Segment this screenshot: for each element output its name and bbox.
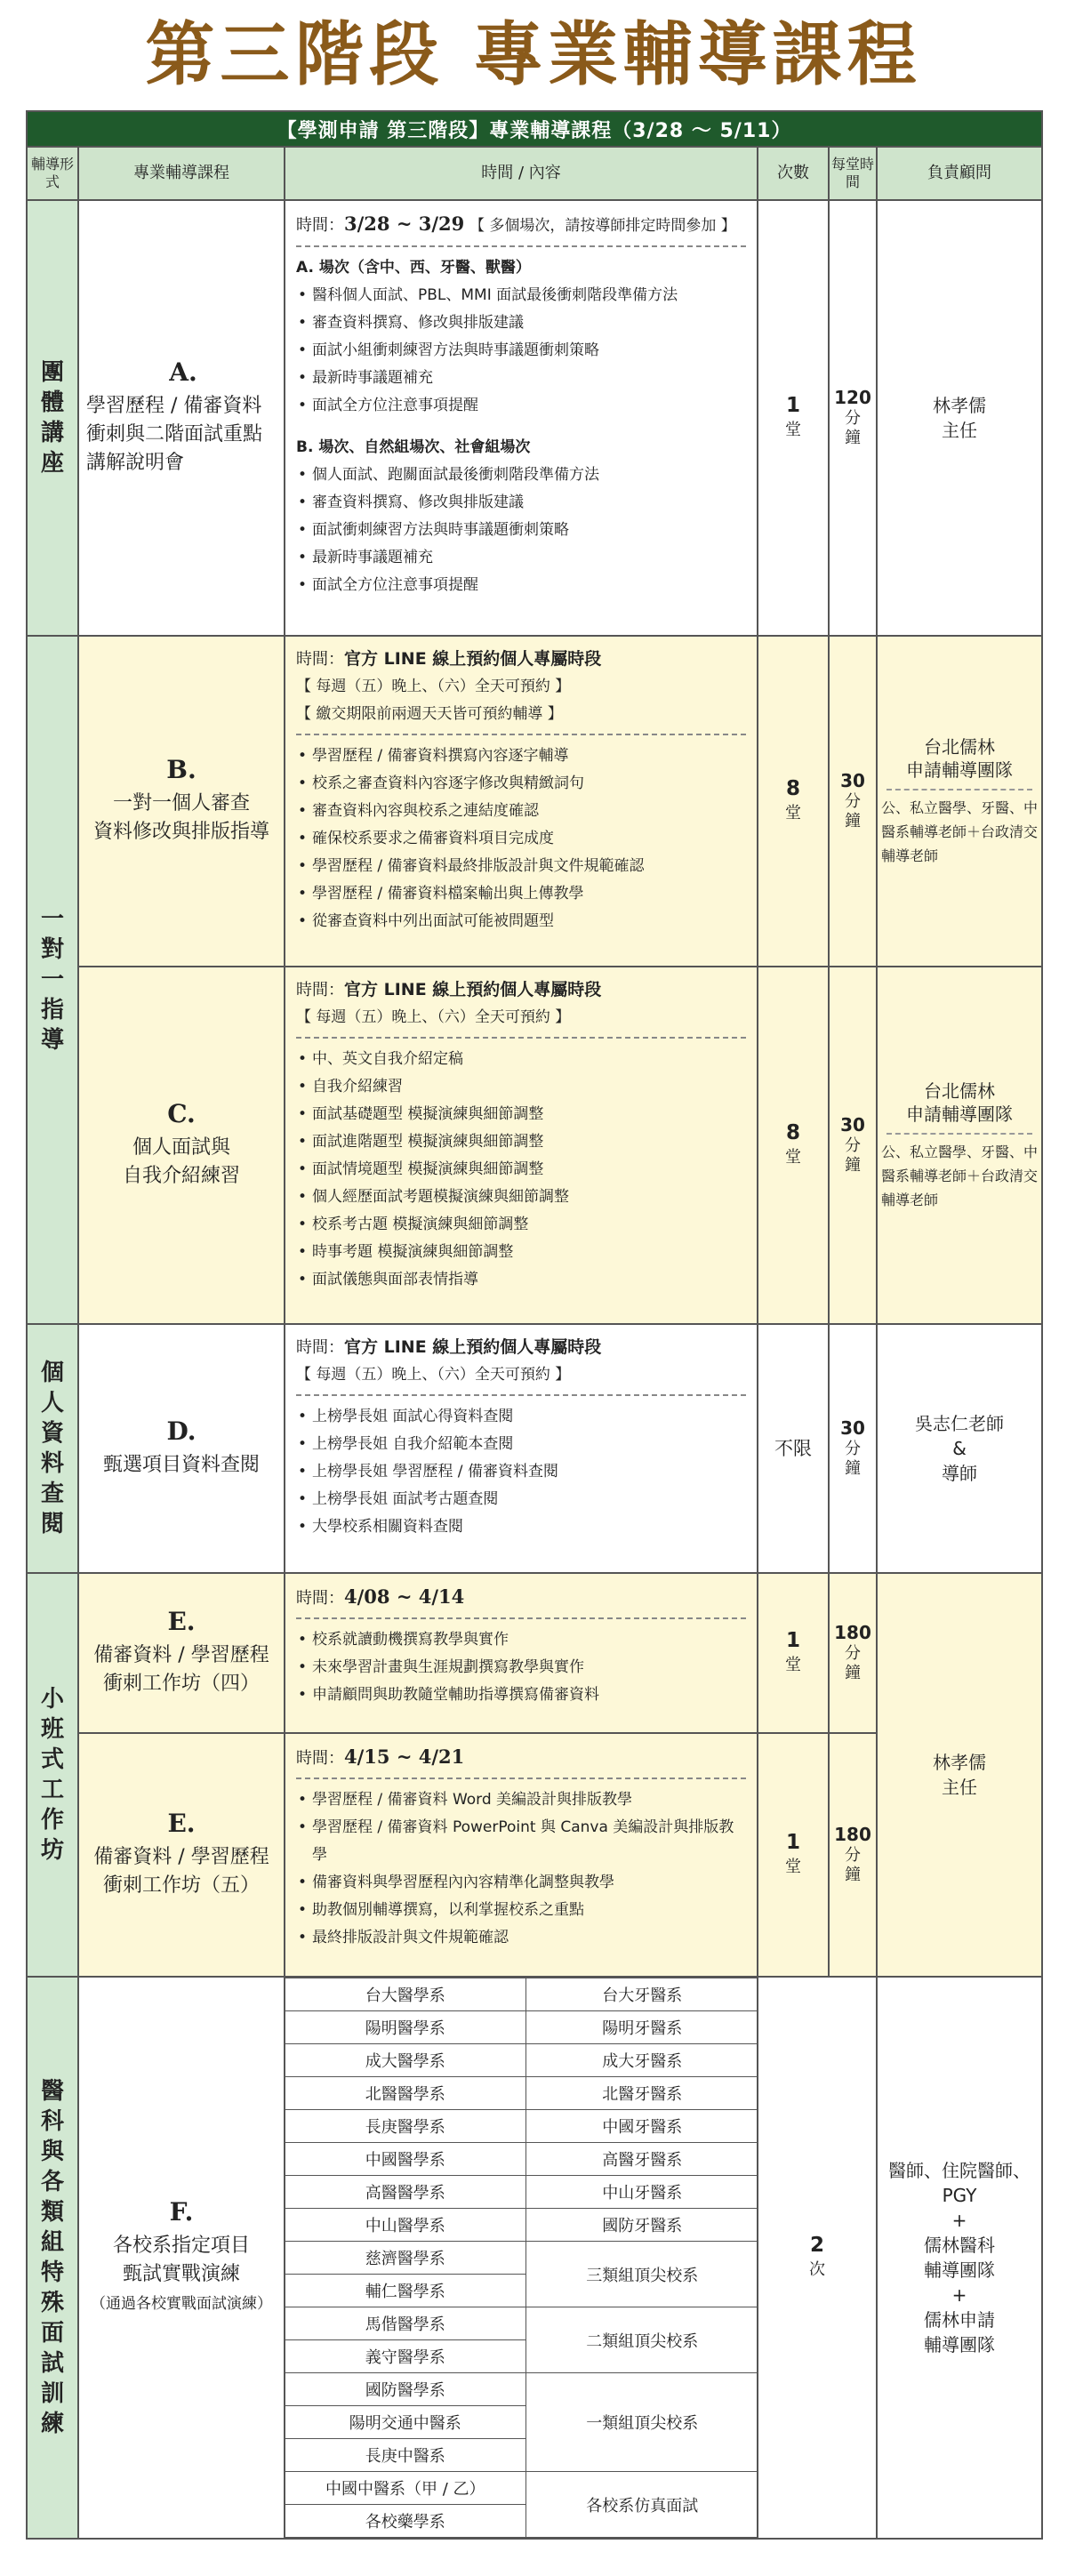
content-c-time: 時間：官方 LINE 線上預約個人專屬時段 <box>296 980 602 999</box>
school-left: 成大醫學系 <box>285 2044 525 2077</box>
list-item: • 面試基礎題型 模擬演練與細節調整 <box>296 1101 746 1128</box>
list-item: • 最新時事議題補充 <box>296 544 746 572</box>
list-item: • 審查資料撰寫、修改與排版建議 <box>296 309 746 337</box>
list-item: • 學習歷程 / 備審資料 Word 美編設計與排版教學 <box>296 1786 746 1814</box>
course-e1-letter: E. <box>167 1607 196 1636</box>
course-c-letter: C. <box>167 1099 196 1128</box>
duration-e1: 180 分 鐘 <box>829 1573 877 1733</box>
list-item: • 面試進階題型 模擬演練與細節調整 <box>296 1128 746 1156</box>
duration-a: 120 分 鐘 <box>829 200 877 636</box>
course-e2-letter: E. <box>167 1809 196 1838</box>
course-a-title: 學習歷程 / 備審資料衝刺與二階面試重點講解說明會 <box>86 395 263 474</box>
list-item: • 上榜學長姐 學習歷程 / 備審資料查閱 <box>296 1458 746 1486</box>
content-e2-list <box>296 1786 746 1952</box>
count-a: 1 堂 <box>758 200 829 636</box>
list-item: • 面試全方位注意事項提醒 <box>296 572 746 599</box>
school-left: 中山醫學系 <box>285 2209 525 2242</box>
divider <box>296 1394 746 1396</box>
course-a <box>78 200 285 636</box>
school-left: 馬偕醫學系 <box>285 2307 525 2340</box>
content-c-list <box>296 1046 746 1294</box>
list-item: • 個人經歷面試考題模擬演練與細節調整 <box>296 1184 746 1211</box>
schools-table <box>285 1978 758 2538</box>
course-d-letter: D. <box>166 1416 197 1446</box>
content-b-note1: 【 每週（五）晚上、（六）全天可預約 】 <box>296 678 571 695</box>
school-left: 慈濟醫學系 <box>285 2242 525 2275</box>
page-title: 第三階段 專業輔導課程 <box>145 14 922 95</box>
list-item: • 最新時事議題補充 <box>296 365 746 392</box>
content-a-section-a-title: A. 場次（含中、西、牙醫、獸醫） <box>296 259 531 277</box>
course-f: F. 各校系指定項目 甄試實戰演練 （通過各校實戰面試演練） <box>78 1977 285 2539</box>
list-item: • 學習歷程 / 備審資料檔案輸出與上傳教學 <box>296 880 746 908</box>
table-row <box>285 2472 758 2505</box>
count-d: 不限 <box>758 1324 829 1573</box>
list-item: • 上榜學長姐 自我介紹範本查閱 <box>296 1431 746 1458</box>
school-left: 中國醫學系 <box>285 2143 525 2176</box>
list-item: • 面試衝刺練習方法與時事議題衝刺策略 <box>296 517 746 544</box>
form-one-on-one <box>27 636 78 1324</box>
list-item: • 大學校系相關資料查閱 <box>296 1513 746 1541</box>
content-d-list <box>296 1403 746 1541</box>
row-e1 <box>27 1573 1042 1733</box>
divider <box>296 245 746 247</box>
content-a-section-b-title: B. 場次、自然組場次、社會組場次 <box>296 438 531 456</box>
advisor-d: 吳志仁老師 & 導師 <box>877 1324 1042 1573</box>
course-a-letter: A. <box>169 357 197 387</box>
header-duration: 每堂時間 <box>829 147 877 200</box>
advisor-f-line: + <box>951 2210 967 2231</box>
header-row <box>27 147 1042 200</box>
form-group-lecture <box>27 200 78 636</box>
list-item: • 學習歷程 / 備審資料撰寫內容逐字輔導 <box>296 742 746 770</box>
schools-grid <box>285 1977 758 2539</box>
row-a <box>27 200 1042 636</box>
list-item: • 校系就讀動機撰寫教學與實作 <box>296 1626 746 1654</box>
table-caption: 【學測申請 第三階段】專業輔導課程（3/28 ～ 5/11） <box>27 111 1042 147</box>
list-item: • 確保校系要求之備審資料項目完成度 <box>296 825 746 853</box>
table-row <box>285 2143 758 2176</box>
content-e2-time: 時間：4/15 ~ 4/21 <box>296 1745 465 1768</box>
duration-c: 30 分 鐘 <box>829 967 877 1324</box>
advisor-a: 林孝儒 主任 <box>877 200 1042 636</box>
list-item: • 面試全方位注意事項提醒 <box>296 392 746 420</box>
school-right: 中國牙醫系 <box>525 2110 758 2143</box>
list-item: • 學習歷程 / 備審資料 PowerPoint 與 Canva 美編設計與排版教學 <box>296 1814 746 1869</box>
advisor-b: 台北儒林 申請輔導團隊 公、私立醫學、牙醫、中醫系輔導老師＋台政清交輔導老師 <box>877 636 1042 967</box>
content-e1-time: 時間：4/08 ~ 4/14 <box>296 1585 465 1608</box>
content-d-time: 時間：官方 LINE 線上預約個人專屬時段 <box>296 1337 602 1357</box>
list-item: • 自我介紹練習 <box>296 1073 746 1101</box>
form-personal-data <box>27 1324 78 1573</box>
row-f <box>27 1977 1042 2539</box>
list-item: • 審查資料內容與校系之連結度確認 <box>296 798 746 825</box>
school-right: 高醫牙醫系 <box>525 2143 758 2176</box>
course-b: B. 一對一個人審查 資料修改與排版指導 <box>78 636 285 967</box>
list-item: • 時事考題 模擬演練與細節調整 <box>296 1239 746 1266</box>
course-e1: E. 備審資料 / 學習歷程 衝刺工作坊（四） <box>78 1573 285 1733</box>
duration-e2: 180 分 鐘 <box>829 1733 877 1977</box>
header-time-content: 時間 / 內容 <box>285 147 758 200</box>
row-d <box>27 1324 1042 1573</box>
content-d <box>285 1324 758 1573</box>
school-left: 中國中醫系（甲 / 乙） <box>285 2472 525 2505</box>
list-item: • 上榜學長姐 面試心得資料查閱 <box>296 1403 746 1431</box>
content-c-note1: 【 每週（五）晚上、（六）全天可預約 】 <box>296 1008 571 1026</box>
list-item: • 助教個別輔導撰寫，以利掌握校系之重點 <box>296 1897 746 1924</box>
course-f-letter: F. <box>169 2196 194 2227</box>
school-left: 各校藥學系 <box>285 2505 525 2538</box>
advisor-e: 林孝儒 主任 <box>877 1573 1042 1977</box>
list-item: • 校系考古題 模擬演練與細節調整 <box>296 1211 746 1239</box>
list-item: • 申請顧問與助教隨堂輔助指導撰寫備審資料 <box>296 1681 746 1709</box>
school-left: 長庚醫學系 <box>285 2110 525 2143</box>
school-left: 高醫醫學系 <box>285 2176 525 2209</box>
table-row <box>285 2176 758 2209</box>
school-right: 成大牙醫系 <box>525 2044 758 2077</box>
schedule-table <box>26 110 1043 2540</box>
school-left: 國防醫學系 <box>285 2373 525 2406</box>
course-b-letter: B. <box>166 755 197 784</box>
content-b <box>285 636 758 967</box>
school-right: 二類組頂尖校系 <box>525 2307 758 2373</box>
list-item: • 面試小組衝刺練習方法與時事議題衝刺策略 <box>296 337 746 365</box>
header-count: 次數 <box>758 147 829 200</box>
content-b-note2: 【 繳交期限前兩週天天皆可預約輔導 】 <box>296 705 563 723</box>
list-item: • 個人面試、跑關面試最後衝刺階段準備方法 <box>296 461 746 489</box>
table-row <box>285 2307 758 2340</box>
form-label: 小 班 式 工 作 坊 <box>40 1686 64 1864</box>
form-label: 醫 科 與 各 類 組 特 殊 面 試 訓 練 <box>40 2078 64 2437</box>
content-d-note1: 【 每週（五）晚上、（六）全天可預約 】 <box>296 1366 571 1384</box>
school-right: 國防牙醫系 <box>525 2209 758 2242</box>
divider <box>296 734 746 735</box>
school-left: 北醫醫學系 <box>285 2077 525 2110</box>
row-c <box>27 967 1042 1324</box>
count-b: 8 堂 <box>758 636 829 967</box>
list-item: • 面試情境題型 模擬演練與細節調整 <box>296 1156 746 1184</box>
course-c: C. 個人面試與 自我介紹練習 <box>78 967 285 1324</box>
course-d: D. 甄選項目資料查閱 <box>78 1324 285 1573</box>
content-e1 <box>285 1573 758 1733</box>
table-row <box>285 2373 758 2406</box>
list-item: • 醫科個人面試、PBL、MMI 面試最後衝刺階段準備方法 <box>296 282 746 309</box>
advisor-f-line: + <box>951 2284 967 2306</box>
school-right: 台大牙醫系 <box>525 1978 758 2011</box>
content-a-section-a-list <box>296 282 746 420</box>
table-row <box>285 2110 758 2143</box>
advisor-f-line: 輔導團隊 <box>924 2259 996 2281</box>
school-right: 北醫牙醫系 <box>525 2077 758 2110</box>
content-b-list <box>296 742 746 935</box>
school-left: 輔仁醫學系 <box>285 2275 525 2307</box>
content-c <box>285 967 758 1324</box>
count-e1: 1 堂 <box>758 1573 829 1733</box>
advisor-c-detail: 公、私立醫學、牙醫、中醫系輔導老師＋台政清交輔導老師 <box>881 1143 1039 1208</box>
content-a <box>285 200 758 636</box>
form-medical-interview <box>27 1977 78 2539</box>
advisor-f-line: 輔導團隊 <box>924 2334 996 2355</box>
duration-d: 30 分 鐘 <box>829 1324 877 1573</box>
advisor-c: 台北儒林 申請輔導團隊 公、私立醫學、牙醫、中醫系輔導老師＋台政清交輔導老師 <box>877 967 1042 1324</box>
form-workshop <box>27 1573 78 1977</box>
count-e2: 1 堂 <box>758 1733 829 1977</box>
count-f: 2 次 <box>758 1977 877 2539</box>
list-item: • 未來學習計畫與生涯規劃撰寫教學與實作 <box>296 1654 746 1681</box>
school-left: 陽明醫學系 <box>285 2011 525 2044</box>
school-left: 義守醫學系 <box>285 2340 525 2373</box>
table-row <box>285 1978 758 2011</box>
advisor-f-line: 儒林醫科 <box>924 2235 996 2256</box>
list-item: • 上榜學長姐 面試考古題查閱 <box>296 1486 746 1513</box>
list-item: • 從審查資料中列出面試可能被問題型 <box>296 908 746 935</box>
school-left: 台大醫學系 <box>285 1978 525 2011</box>
school-right: 陽明牙醫系 <box>525 2011 758 2044</box>
form-label: 一 對 一 指 導 <box>40 906 64 1054</box>
count-c: 8 堂 <box>758 967 829 1324</box>
content-b-time: 時間：官方 LINE 線上預約個人專屬時段 <box>296 649 602 669</box>
list-item: • 備審資料與學習歷程內內容精準化調整與教學 <box>296 1869 746 1897</box>
duration-b: 30 分 鐘 <box>829 636 877 967</box>
list-item: • 審查資料撰寫、修改與排版建議 <box>296 489 746 517</box>
list-item: • 中、英文自我介紹定稿 <box>296 1046 746 1073</box>
header-advisor: 負責顧問 <box>877 147 1042 200</box>
list-item: • 學習歷程 / 備審資料最終排版設計與文件規範確認 <box>296 853 746 880</box>
school-right: 一類組頂尖校系 <box>525 2373 758 2472</box>
list-item: • 最終排版設計與文件規範確認 <box>296 1924 746 1952</box>
header-course: 專業輔導課程 <box>78 147 285 200</box>
advisor-f-line: 醫師、住院醫師、PGY <box>888 2160 1031 2206</box>
content-a-time: 時間：3/28 ~ 3/29 【 多個場次，請按導師排定時間參加 】 <box>296 213 736 235</box>
table-row <box>285 2077 758 2110</box>
content-e1-list <box>296 1626 746 1709</box>
school-right: 各校系仿真面試 <box>525 2472 758 2538</box>
table-row <box>285 2242 758 2275</box>
table-row <box>285 2044 758 2077</box>
school-left: 長庚中醫系 <box>285 2439 525 2472</box>
content-a-section-b-list <box>296 461 746 599</box>
school-right: 中山牙醫系 <box>525 2176 758 2209</box>
content-e2 <box>285 1733 758 1977</box>
list-item: • 面試儀態與面部表情指導 <box>296 1266 746 1294</box>
advisor-f <box>877 1977 1042 2539</box>
table-row <box>285 2209 758 2242</box>
table-row <box>285 2011 758 2044</box>
advisor-b-detail: 公、私立醫學、牙醫、中醫系輔導老師＋台政清交輔導老師 <box>881 798 1039 864</box>
advisor-f-line: 儒林申請 <box>924 2309 996 2331</box>
divider <box>296 1617 746 1619</box>
school-left: 陽明交通中醫系 <box>285 2406 525 2439</box>
header-form: 輔導形式 <box>27 147 78 200</box>
course-e2: E. 備審資料 / 學習歷程 衝刺工作坊（五） <box>78 1733 285 1977</box>
list-item: • 校系之審查資料內容逐字修改與精緻詞句 <box>296 770 746 798</box>
school-right: 三類組頂尖校系 <box>525 2242 758 2307</box>
divider <box>296 1037 746 1039</box>
row-b <box>27 636 1042 967</box>
form-label: 團 體 講 座 <box>40 359 64 477</box>
form-label: 個 人 資 料 查 閱 <box>40 1360 64 1537</box>
divider <box>296 1778 746 1779</box>
